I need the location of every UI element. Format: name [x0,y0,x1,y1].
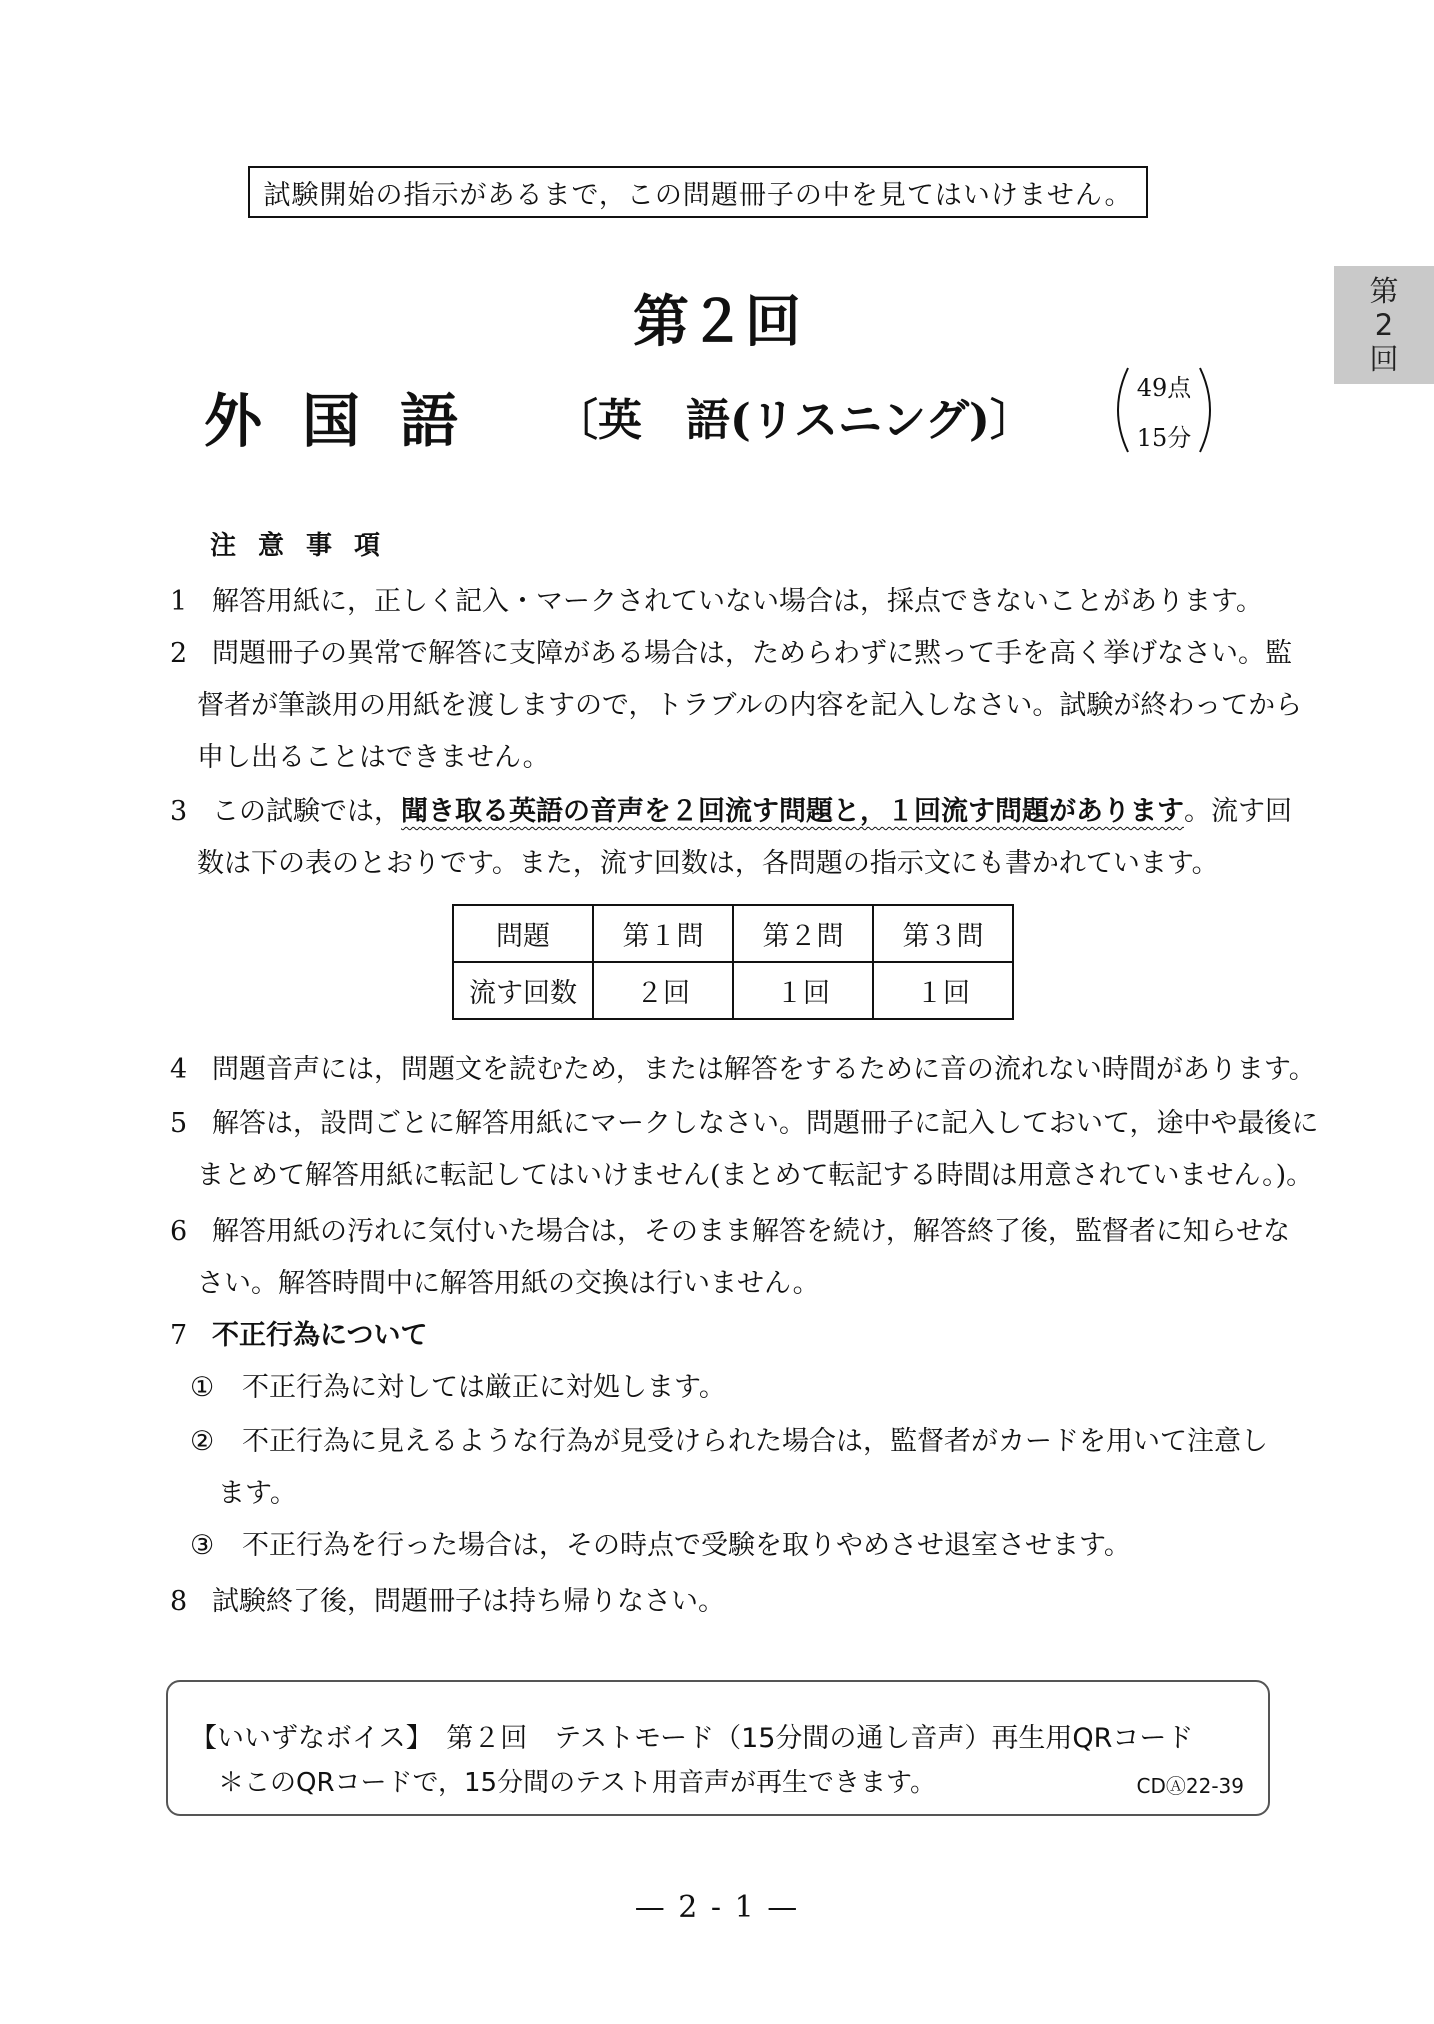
points-time-box [1114,364,1214,456]
note-number-4: 4 [170,1054,188,1085]
subject-subtitle: 〔英 語(リスニング)〕 [554,395,1034,446]
sub-note-number-1: ① [190,1372,215,1403]
side-tab-char-3: 回 [1369,342,1399,376]
table-cell: １回 [873,962,1013,1019]
sub-note-2-line-2: ます。 [218,1478,297,1509]
note-number-3: 3 [170,796,188,827]
sub-note-number-2: ② [190,1426,215,1457]
note-number-7: 7 [170,1320,188,1351]
side-tab-char-2: 2 [1374,308,1394,342]
qr-box-note: ＊このQRコードで，15分間のテスト用音声が再生できます。 [218,1768,936,1798]
note-number-1: 1 [170,586,188,617]
note-4-line-1: 問題音声には，問題文を読むため，または解答をするために音の流れない時間があります。 [212,1054,1316,1085]
note-6-line-1: 解答用紙の汚れに気付いた場合は，そのまま解答を続け，解答終了後，監督者に知らせな [212,1216,1291,1247]
note-3-emphasis: 聞き取る英語の音声を２回流す問題と，１回流す問題があります [401,796,1184,827]
round-title: 第２回 [633,290,801,355]
sub-note-3-line-1: 不正行為を行った場合は，その時点で受験を取りやめさせ退室させます。 [242,1530,1131,1561]
table-cell: １回 [733,962,873,1019]
subject-title: 外国語 [204,387,499,455]
note-number-6: 6 [170,1216,188,1247]
exam-notice-text: 試験開始の指示があるまで，この問題冊子の中を見てはいけません。 [263,179,1133,211]
total-points: 49点 [1136,374,1192,402]
time-limit: 15分 [1136,424,1192,452]
table-header-row [453,905,1013,962]
side-tab-char-1: 第 [1369,274,1399,308]
note-3-text-b: 。流す回 [1184,796,1292,827]
note-3-line-1 [212,792,1292,832]
note-2-line-2: 督者が筆談用の用紙を渡しますので，トラブルの内容を記入しなさい。試験が終わってから [197,690,1303,721]
qr-box-title: 【いいずなボイス】 第２回 テストモード（15分間の通し音声）再生用QRコード [190,1723,1194,1754]
notes-heading: 注意事項 [210,531,403,561]
page-number: — 2 - 1 — [634,1890,800,1925]
sub-note-number-3: ③ [190,1530,215,1561]
table-cell: ２回 [593,962,733,1019]
sub-note-1-line-1: 不正行為に対しては厳正に対処します。 [242,1372,726,1403]
table-header-cell: 第３問 [873,905,1013,962]
note-3-line-2: 数は下の表のとおりです。また，流す回数は，各問題の指示文にも書かれています。 [197,848,1219,879]
table-row [453,962,1013,1019]
cd-track-code: CDⒶ22-39 [1136,1774,1244,1798]
exam-notice-box [248,166,1148,218]
table-cell: 流す回数 [453,962,593,1019]
note-2-line-1: 問題冊子の異常で解答に支障がある場合は，ためらわずに黙って手を高く挙げなさい。監 [212,638,1292,669]
table-header-cell: 第２問 [733,905,873,962]
note-5-line-1: 解答は，設問ごとに解答用紙にマークしなさい。問題冊子に記入しておいて，途中や最後に [212,1108,1319,1139]
note-8-line-1: 試験終了後，問題冊子は持ち帰りなさい。 [212,1586,725,1617]
table-header-cell: 問題 [453,905,593,962]
note-number-8: 8 [170,1586,188,1617]
qr-code-info-box [166,1680,1270,1816]
sub-note-2-line-1: 不正行為に見えるような行為が見受けられた場合は，監督者がカードを用いて注意し [242,1426,1268,1457]
note-number-5: 5 [170,1108,188,1139]
note-5-line-2: まとめて解答用紙に転記してはいけません(まとめて転記する時間は用意されていません。)。 [197,1160,1314,1191]
note-7-line-1: 不正行為について [212,1320,428,1351]
table-header-cell: 第１問 [593,905,733,962]
note-2-line-3: 申し出ることはできません。 [197,742,550,773]
note-3-text-a: この試験では， [212,796,401,827]
note-number-2: 2 [170,638,188,669]
note-6-line-2: さい。解答時間中に解答用紙の交換は行いません。 [197,1268,820,1299]
playback-count-table [452,904,1014,1020]
note-1-line-1: 解答用紙に，正しく記入・マークされていない場合は，採点できないことがあります。 [212,586,1263,617]
